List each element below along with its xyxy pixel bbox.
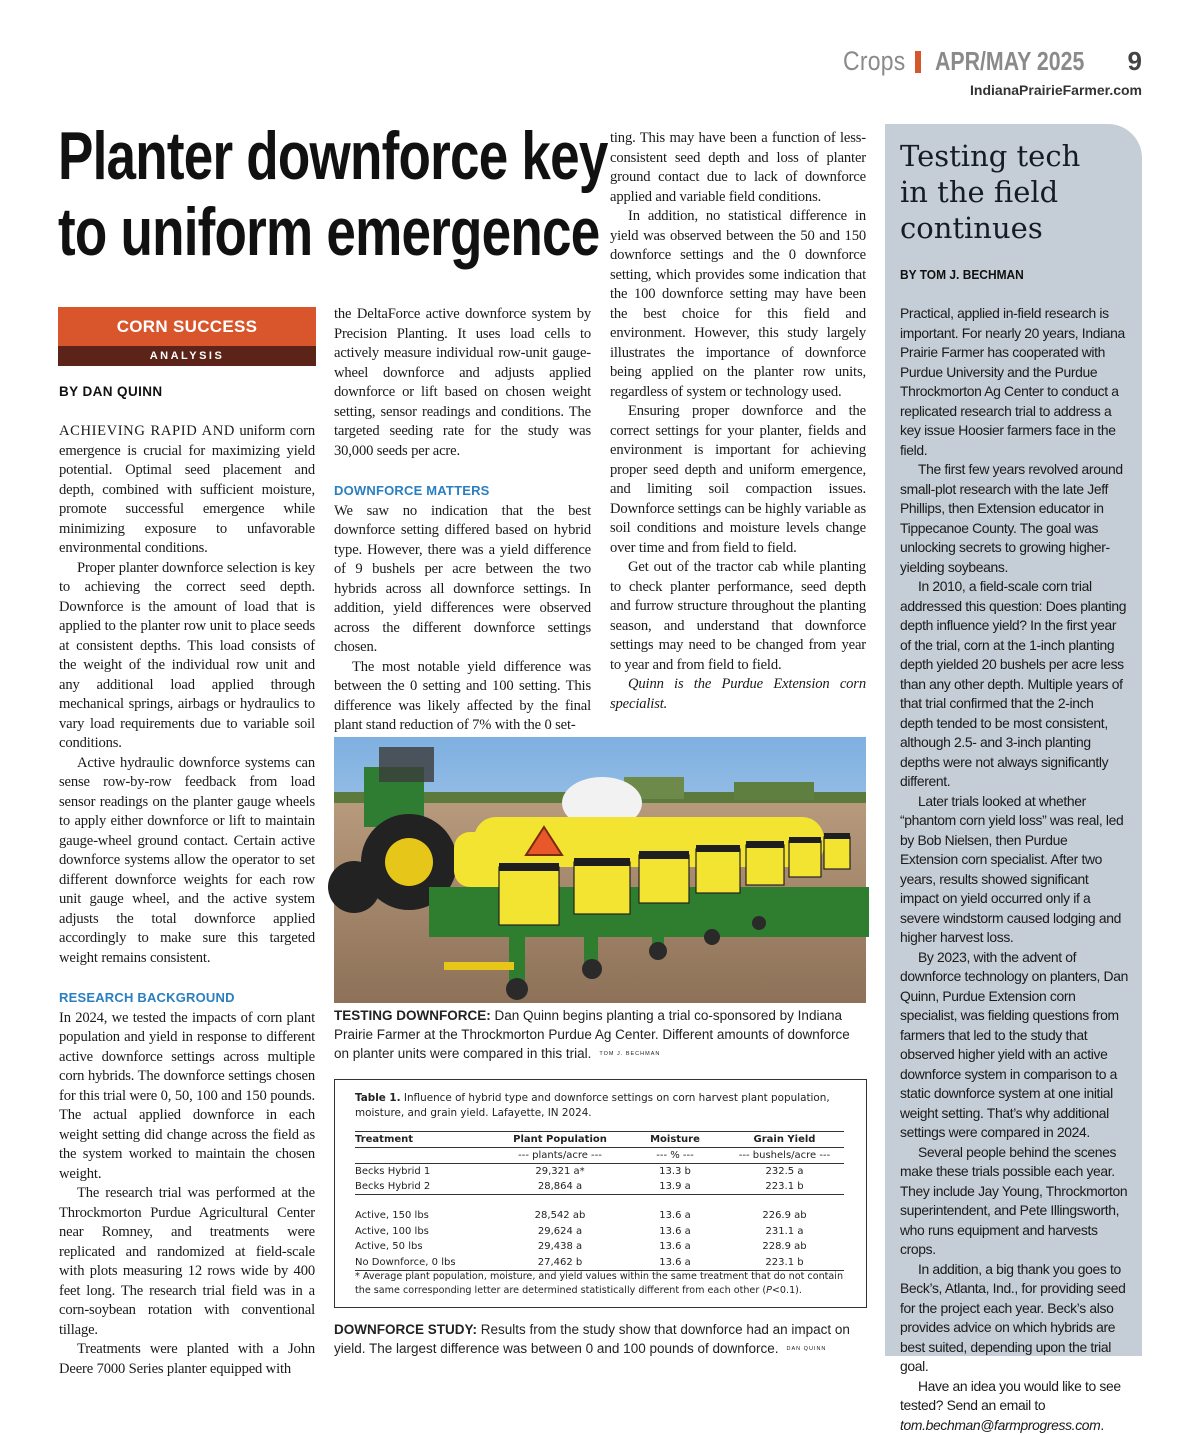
table-spacer — [355, 1194, 844, 1208]
table-footnote: * Average plant population, moisture, and yield values within the same treatment that do not contain the same corresponding letter are determined statistically different from each other (P<0.1). — [355, 1270, 855, 1298]
sidebar-body — [900, 304, 1128, 1435]
column-header: Plant Population — [495, 1132, 625, 1148]
caption-label: TESTING DOWNFORCE: — [334, 1008, 491, 1023]
series-badge — [58, 307, 316, 366]
paragraph: ACHIEVING RAPID AND uniform corn emergence is crucial for maximizing yield potential. Optimal seed placement and depth, combined with sufficient moisture, promote successful emergence while minimizing exposure to unfavorable environmental conditions. — [59, 422, 315, 559]
paragraph: Practical, applied in-field research is important. For nearly 20 years, Indiana Prairie Farmer has cooperated with Purdue University and the Purdue Throckmorton Ag Center to conduct a replicated research trial to address a key issue Hoosier farmers face in the field. — [900, 304, 1128, 460]
issue-date: APR/MAY 2025 — [935, 46, 1084, 77]
column-header: Grain Yield — [725, 1132, 844, 1148]
badge-title: CORN SUCCESS — [58, 307, 316, 346]
header-separator — [915, 51, 921, 73]
table-row: Active, 50 lbs 29,438 a 13.6 a 228.9 ab — [355, 1239, 844, 1255]
column-header: Treatment — [355, 1132, 495, 1148]
paragraph: The most notable yield difference was between the 0 setting and 100 setting. This difference was likely affected by the final plant stand reduction of 7% with the 0 set- — [334, 658, 591, 736]
subhead-research-background: RESEARCH BACKGROUND — [59, 988, 315, 1008]
paragraph: The first few years revolved around small-plot research with the late Jeff Phillips, then Extension educator in Tippecanoe County. The goal was unlocking secrets to growing higher-yielding soybeans. — [900, 460, 1128, 577]
paragraph: Get out of the tractor cab while planting to check planter performance, seed depth and furrow structure throughout the planting season, and understand that downforce settings may need to be changed from year to year and from field to field. — [610, 558, 866, 675]
article-byline: BY DAN QUINN — [59, 384, 163, 399]
section-label: Crops — [843, 46, 906, 77]
paragraph: In addition, a big thank you goes to Beck’s, Atlanta, Ind., for providing seed for the project each year. Beck’s also provides advice on which hybrids are best suited, depending upon the trial goal. — [900, 1260, 1128, 1377]
paragraph: Proper planter downforce selection is key to achieving the correct seed depth. Downforce is the amount of load that is applied to the planter row unit to place seeds at consistent depths. This load consists of the weight of the individual row unit and any additional load applied through mechanical springs, airbags or hydraulics to vary load requirements due to variable soil conditions. — [59, 559, 315, 754]
table-credit: DAN QUINN — [787, 1346, 827, 1352]
results-table-figure — [334, 1079, 867, 1308]
paragraph: The research trial was performed at the Throckmorton Purdue Agricultural Center near Romney, and treatments were replicated and randomized at field-scale with plots measuring 12 rows wide by 400 feet long. The research trial field was in a corn-soybean rotation with conventional tillage. — [59, 1184, 315, 1340]
paragraph: Later trials looked at whether “phantom corn yield loss” was real, led by Bob Nielsen, then Purdue Extension corn specialist. After two years, results showed significant impact on yield occurred only if a severe windstorm caused lodging and higher harvest loss. — [900, 792, 1128, 948]
article-headline — [58, 118, 479, 270]
table-title: Table 1. Influence of hybrid type and downforce settings on corn harvest plant population, moisture, and grain yield. Lafayette, IN 2024. — [355, 1091, 855, 1121]
paragraph: Active hydraulic downforce systems can sense row-by-row feedback from load sensor readings on the planter gauge wheels to apply either downforce or lift to maintain gauge-wheel ground contact. Certain active downforce systems allow the operator to set different downforce weights for each row unit gauge wheel, and the active system adjusts the total downforce applied accordingly to make sure this targeted weight remains consistent. — [59, 754, 315, 969]
paragraph: Have an idea you would like to see tested? Send an email to tom.bechman@farmprogress.com. — [900, 1377, 1128, 1435]
lead-in: ACHIEVING RAPID AND — [59, 423, 235, 439]
article-column-1 — [59, 422, 315, 1379]
table-row: Active, 100 lbs 29,624 a 13.6 a 231.1 a — [355, 1224, 844, 1240]
table-row: Becks Hybrid 1 29,321 a* 13.3 b 232.5 a — [355, 1163, 844, 1179]
article-column-2 — [334, 305, 591, 736]
column-header: Moisture — [625, 1132, 725, 1148]
paragraph: We saw no indication that the best downforce setting differed based on hybrid type. However, there was a yield difference of 9 bushels per acre between the two hybrids across all downforce settings. In addition, yield differences were observed across the different downforce settings chosen. — [334, 502, 591, 658]
contact-email-link[interactable]: tom.bechman@farmprogress.com — [900, 1417, 1100, 1433]
table-caption: DOWNFORCE STUDY: Results from the study show that downforce had an impact on yield. The largest difference was between 0 and 100 pounds of downforce. DAN QUINN — [334, 1320, 866, 1359]
photo-credit: TOM J. BECHMAN — [599, 1051, 660, 1057]
paragraph: the DeltaForce active downforce system by Precision Planting. It uses load cells to actively measure individual row-unit gauge-wheel downforce and adjusts applied downforce or lift based on chosen weight setting, sensor readings and conditions. The targeted seeding rate for the study was 30,000 seeds per acre. — [334, 305, 591, 461]
sidebar-title: Testing tech in the field continues — [900, 138, 1080, 246]
page-number: 9 — [1128, 46, 1142, 77]
table-row: No Downforce, 0 lbs 27,462 b 13.6 a 223.1 b — [355, 1255, 844, 1271]
sidebar-byline: BY TOM J. BECHMAN — [900, 267, 1024, 282]
table-row: Becks Hybrid 2 28,864 a 13.9 a 223.1 b — [355, 1179, 844, 1195]
paragraph: Treatments were planted with a John Deere 7000 Series planter equipped with — [59, 1340, 315, 1379]
paragraph: ting. This may have been a function of less-consistent seed depth and loss of planter ground contact due to lack of downforce applied and variable field conditions. — [610, 129, 866, 207]
subhead-downforce-matters: DOWNFORCE MATTERS — [334, 481, 591, 501]
author-bio: Quinn is the Purdue Extension corn specialist. — [610, 675, 866, 714]
units-row: --- plants/acre --- --- % --- --- bushels/acre --- — [355, 1148, 844, 1164]
page-header — [832, 46, 1142, 77]
paragraph: In 2010, a field-scale corn trial addressed this question: Does planting depth influence yield? In the first year of the trial, corn at the 1-inch planting depth yielded 20 bushels per acre less than any other depth. Multiple years of that trial confirmed that the 2-inch depth tended to be most consistent, although 2.5- and 3-inch planting depths were not always significantly different. — [900, 577, 1128, 792]
paragraph: In 2024, we tested the impacts of corn plant population and yield in response to different active downforce settings across multiple corn hybrids. The downforce settings chosen for this trial were 0, 50, 100 and 150 pounds. The actual applied downforce in each weight setting did change across the field as the system worked to maintain the chosen weight. — [59, 1009, 315, 1185]
photo-caption: TESTING DOWNFORCE: Dan Quinn begins planting a trial co-sponsored by Indiana Prairie Farmer at the Throckmorton Purdue Ag Center. Different amounts of downforce on planter units were compared in this trial. TOM J. BECHMAN — [334, 1006, 866, 1064]
paragraph: In addition, no statistical difference in yield was observed between the 50 and 150 downforce settings and the 0 downforce setting, which provides some indication that the 100 downforce setting may have been the best choice for this field and environment. However, this study largely illustrates the importance of downforce being applied on the planter row units, regardless of system or technology used. — [610, 207, 866, 402]
site-url[interactable]: IndianaPrairieFarmer.com — [970, 82, 1142, 98]
planter-photo-illustration — [334, 737, 866, 1003]
article-column-3 — [610, 129, 866, 714]
headline-line-2: to uniform emergence — [58, 194, 479, 270]
headline-line-1: Planter downforce key — [58, 118, 479, 194]
paragraph: Ensuring proper downforce and the correct settings for your planter, fields and environment is important for achieving proper seed depth and uniform emergence, and limiting soil compaction issues. Downforce settings can be highly variable as soil conditions and moisture levels change over time and from field to field. — [610, 402, 866, 558]
table-row: Active, 150 lbs 28,542 ab 13.6 a 226.9 ab — [355, 1208, 844, 1224]
paragraph: Several people behind the scenes make these trials possible each year. They include Jay Young, Throckmorton superintendent, and Pete Illingsworth, who runs equipment and harvests crops. — [900, 1143, 1128, 1260]
paragraph: By 2023, with the advent of downforce technology on planters, Dan Quinn, Purdue Extension corn specialist, was fielding questions from farmers that led to the study that observed higher yield with an active downforce system in comparison to a static downforce system at one initial weight setting. That’s why additional settings were compared in 2024. — [900, 948, 1128, 1143]
planter-photo — [334, 737, 866, 1003]
badge-subtitle: ANALYSIS — [58, 346, 316, 366]
caption-label: DOWNFORCE STUDY: — [334, 1322, 477, 1337]
results-table — [355, 1131, 844, 1271]
